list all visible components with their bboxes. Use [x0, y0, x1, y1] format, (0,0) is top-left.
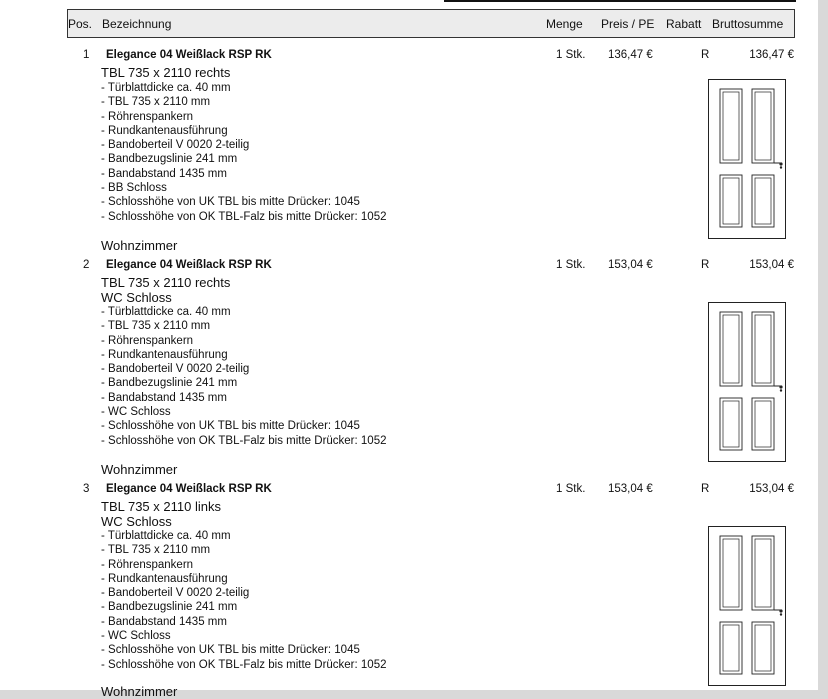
detail-line: - Bandoberteil V 0020 2-teilig: [101, 587, 250, 600]
detail-line: - Schlosshöhe von OK TBL-Falz bis mitte Drücker: 1052: [101, 210, 387, 223]
detail-line: - WC Schloss: [101, 630, 171, 643]
detail-line: - Röhrenspankern: [101, 110, 194, 123]
detail-line: - Türblattdicke ca. 40 mm: [101, 306, 231, 318]
detail-line: - TBL 735 x 2110 mm: [101, 320, 211, 333]
col-quantity-header: Menge: [546, 17, 583, 31]
col-description-header: Bezeichnung: [102, 17, 172, 31]
item-name: Elegance 04 Weißlack RSP RK: [106, 259, 272, 271]
item-size: TBL 735 x 2110 rechts: [101, 65, 231, 80]
item-room: Wohnzimmer: [101, 238, 178, 253]
item-lock: WC Schloss: [101, 514, 172, 529]
item-lock: WC Schloss: [101, 290, 172, 305]
item-room: Wohnzimmer: [101, 684, 178, 699]
item-discount: R: [701, 259, 710, 271]
item-quantity: 1 Stk.: [556, 49, 586, 61]
detail-line: - Rundkantenausführung: [101, 348, 228, 361]
detail-line: - Schlosshöhe von UK TBL bis mitte Drücker: 1045: [101, 420, 360, 433]
detail-line: - Röhrenspankern: [101, 558, 194, 571]
detail-line: - TBL 735 x 2110 mm: [101, 96, 211, 109]
door-panel-icon: [708, 79, 786, 239]
item-size: TBL 735 x 2110 rechts: [101, 275, 231, 290]
detail-line: - Türblattdicke ca. 40 mm: [101, 82, 231, 94]
item-gross-total: 136,47 €: [749, 49, 794, 61]
item-pos: 2: [83, 259, 90, 271]
door-panel-icon: [708, 302, 786, 462]
detail-line: - Bandoberteil V 0020 2-teilig: [101, 363, 250, 376]
detail-line: - Schlosshöhe von UK TBL bis mitte Drücker: 1045: [101, 196, 360, 209]
item-details: [101, 81, 387, 224]
item-gross-total: 153,04 €: [749, 259, 794, 271]
table-header: [67, 9, 795, 38]
item-unit-price: 136,47 €: [608, 49, 653, 61]
item-discount: R: [701, 49, 710, 61]
item-name: Elegance 04 Weißlack RSP RK: [106, 483, 272, 495]
detail-line: - Rundkantenausführung: [101, 572, 228, 585]
detail-line: - Röhrenspankern: [101, 334, 194, 347]
item-details: [101, 305, 387, 448]
item-name: Elegance 04 Weißlack RSP RK: [106, 49, 272, 61]
detail-line: - Bandabstand 1435 mm: [101, 615, 227, 628]
item-gross-total: 153,04 €: [749, 483, 794, 495]
col-unit-price-header: Preis / PE: [601, 17, 655, 31]
col-discount-header: Rabatt: [666, 17, 702, 31]
item-unit-price: 153,04 €: [608, 483, 653, 495]
detail-line: - WC Schloss: [101, 406, 171, 419]
top-border-line: [444, 0, 796, 2]
item-unit-price: 153,04 €: [608, 259, 653, 271]
detail-line: - Schlosshöhe von UK TBL bis mitte Drücker: 1045: [101, 644, 360, 657]
detail-line: - Schlosshöhe von OK TBL-Falz bis mitte Drücker: 1052: [101, 434, 387, 447]
detail-line: - Bandoberteil V 0020 2-teilig: [101, 139, 250, 152]
item-quantity: 1 Stk.: [556, 483, 586, 495]
item-pos: 1: [83, 49, 90, 61]
item-size: TBL 735 x 2110 links: [101, 499, 221, 514]
detail-line: - Bandbezugslinie 241 mm: [101, 601, 238, 614]
detail-line: - Rundkantenausführung: [101, 124, 228, 137]
item-pos: 3: [83, 483, 90, 495]
detail-line: - Bandabstand 1435 mm: [101, 167, 227, 180]
detail-line: - BB Schloss: [101, 182, 167, 195]
detail-line: - Bandabstand 1435 mm: [101, 391, 227, 404]
door-panel-icon: [708, 526, 786, 686]
detail-line: - Türblattdicke ca. 40 mm: [101, 530, 231, 542]
col-pos-header: Pos.: [68, 17, 93, 31]
item-discount: R: [701, 483, 710, 495]
detail-line: - Bandbezugslinie 241 mm: [101, 377, 238, 390]
detail-line: - Bandbezugslinie 241 mm: [101, 153, 238, 166]
detail-line: - Schlosshöhe von OK TBL-Falz bis mitte Drücker: 1052: [101, 658, 387, 671]
col-gross-header: Bruttosumme: [712, 17, 784, 31]
item-quantity: 1 Stk.: [556, 259, 586, 271]
item-room: Wohnzimmer: [101, 462, 178, 477]
item-details: [101, 529, 387, 672]
detail-line: - TBL 735 x 2110 mm: [101, 544, 211, 557]
